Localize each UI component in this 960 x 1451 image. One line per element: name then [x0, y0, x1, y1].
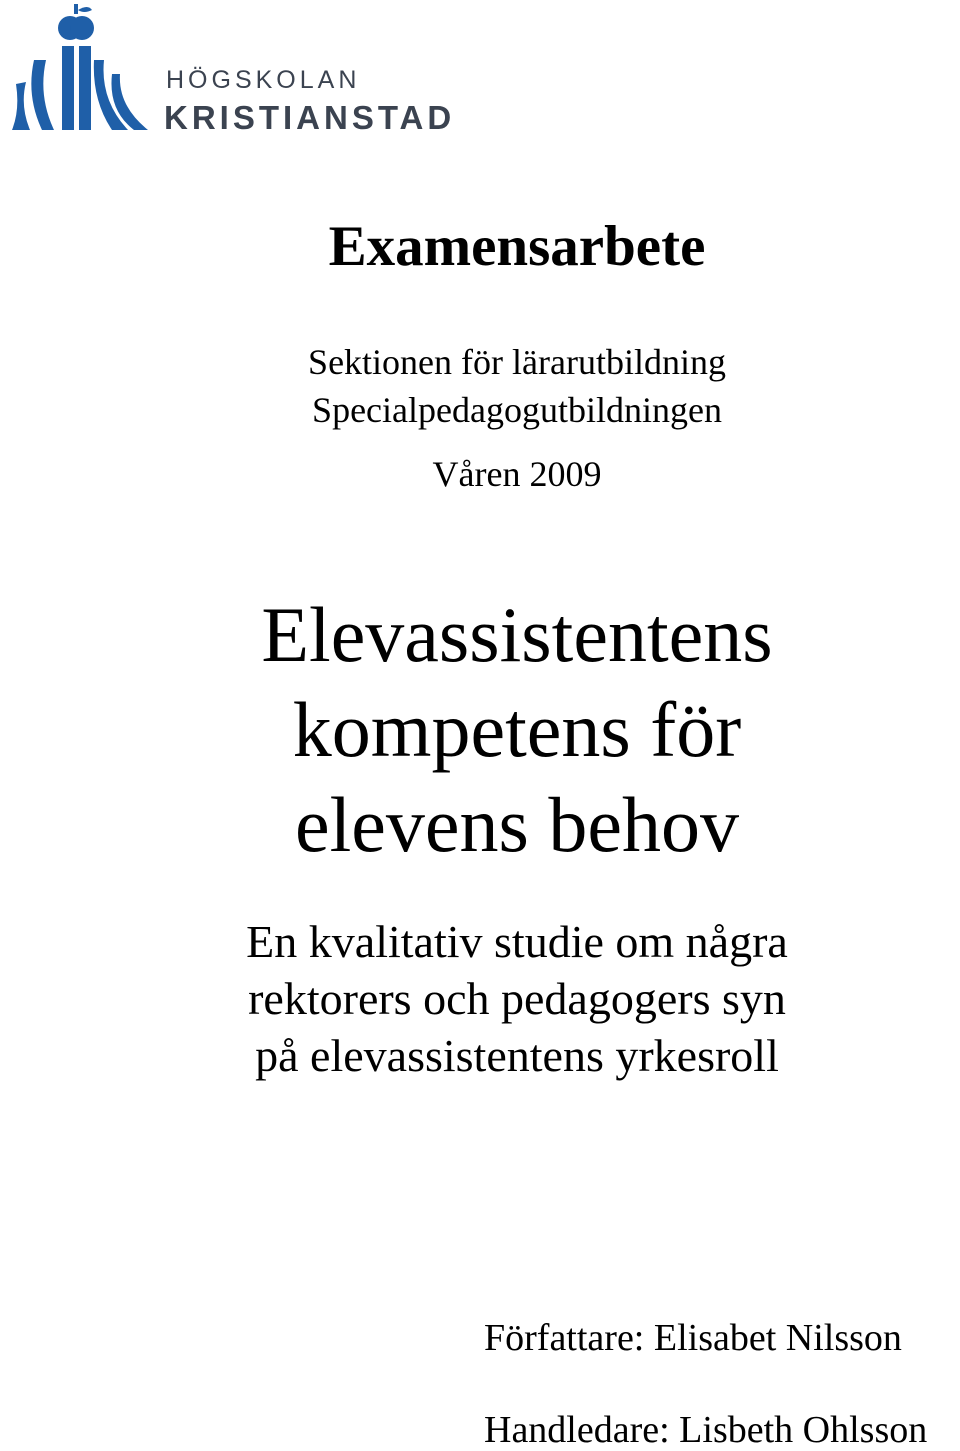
- subtitle-line-3: på elevassistentens yrkesroll: [255, 1030, 779, 1081]
- title-line-1: Elevassistentens: [261, 591, 773, 678]
- title-line-2: kompetens för: [292, 686, 742, 773]
- university-logo: [4, 2, 464, 134]
- program: Specialpedagogutbildningen: [312, 390, 722, 430]
- logo-text-kristianstad: KRISTIANSTAD: [164, 99, 456, 136]
- document-type: Examensarbete: [328, 215, 706, 278]
- section-block: [0, 338, 960, 434]
- subtitle-line-1: En kvalitativ studie om några: [246, 916, 788, 967]
- supervisor: Handledare: Lisbeth Ohlsson: [484, 1409, 928, 1451]
- thesis-subtitle: [0, 913, 960, 1084]
- logo-mark: [4, 2, 154, 134]
- author: Författare: Elisabet Nilsson: [484, 1317, 902, 1359]
- title-line-3: elevens behov: [294, 781, 739, 868]
- thesis-title: [0, 587, 960, 872]
- logo-text-hogskolan: HÖGSKOLAN: [166, 66, 361, 94]
- term: Våren 2009: [432, 454, 602, 494]
- subtitle-line-2: rektorers och pedagogers syn: [248, 973, 786, 1024]
- department: Sektionen för lärarutbildning: [308, 342, 726, 382]
- apple-icon: [58, 4, 94, 40]
